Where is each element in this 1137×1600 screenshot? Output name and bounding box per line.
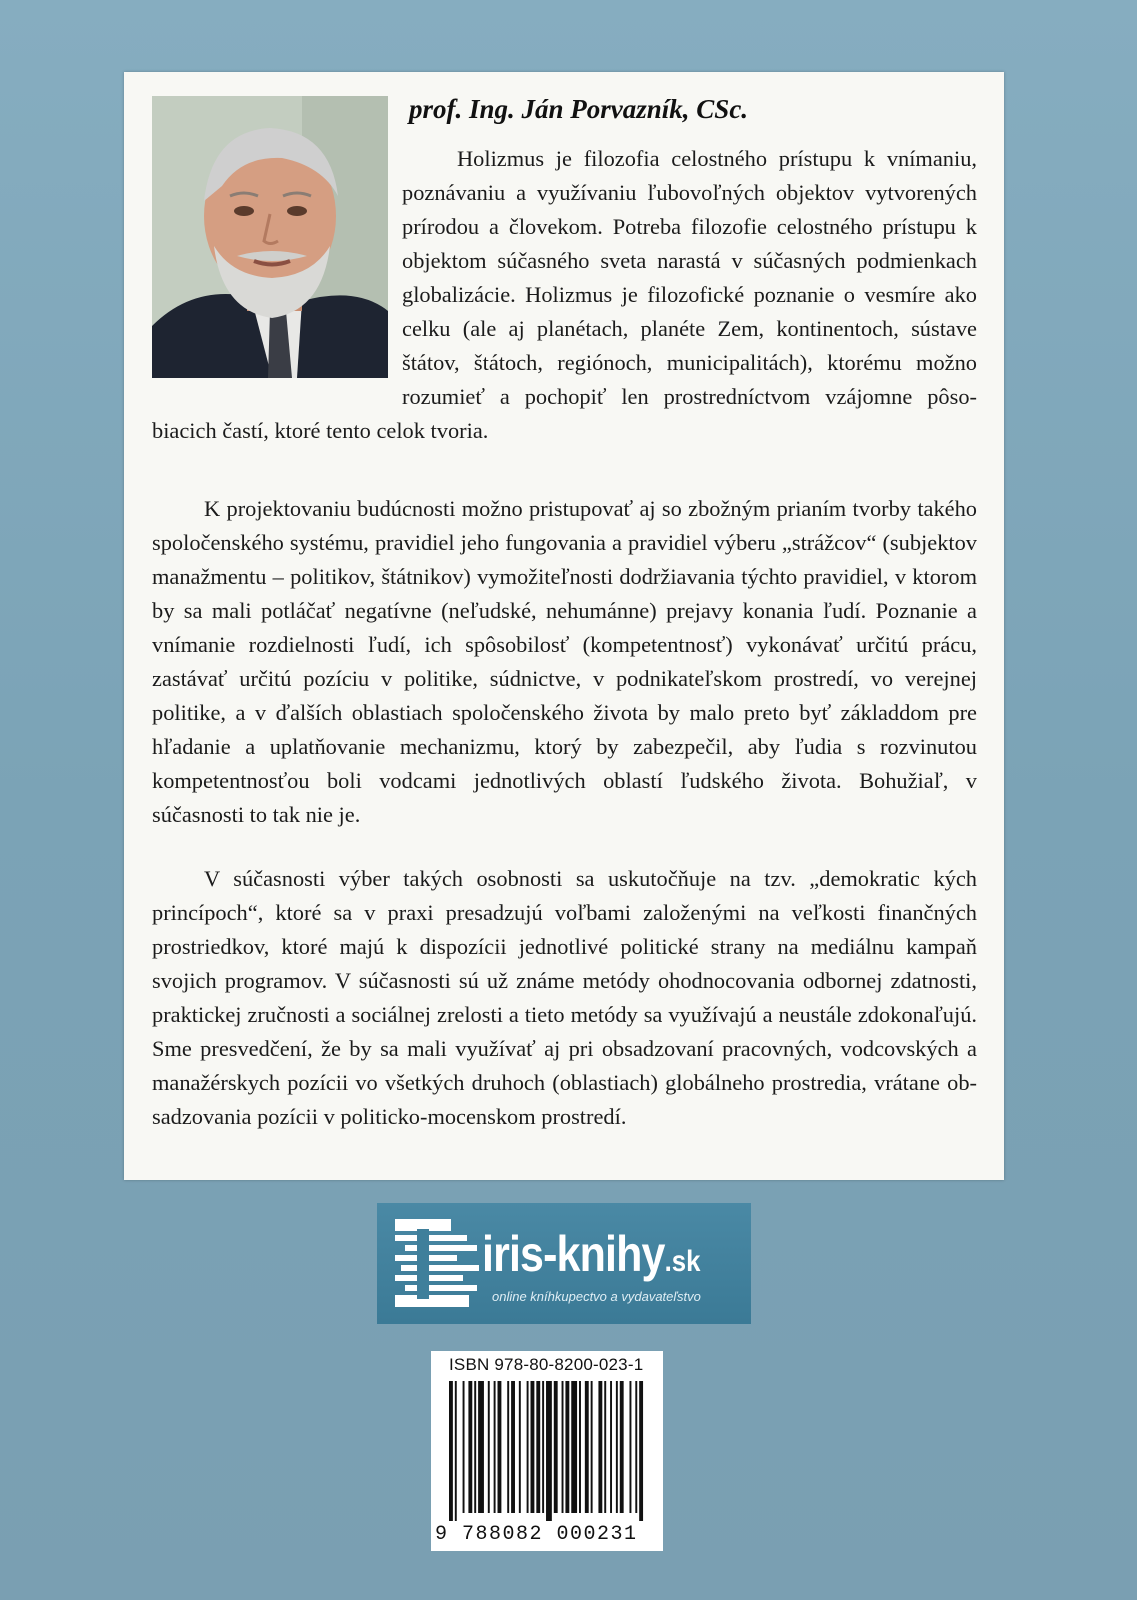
barcode-bar bbox=[527, 1381, 529, 1513]
barcode-bar bbox=[494, 1381, 496, 1513]
barcode-bar bbox=[579, 1381, 581, 1513]
barcode-bar bbox=[616, 1381, 618, 1513]
barcode-bar bbox=[610, 1381, 612, 1513]
barcode-bar bbox=[478, 1381, 484, 1513]
author-name: prof. Ing. Ján Porvazník, CSc. bbox=[409, 94, 749, 124]
barcode-bar bbox=[455, 1381, 457, 1521]
paragraph-1 bbox=[152, 142, 977, 448]
barcode-bar bbox=[554, 1381, 558, 1513]
barcode-bar bbox=[585, 1381, 589, 1513]
barcode-bar bbox=[565, 1381, 569, 1513]
barcode-bar bbox=[519, 1381, 521, 1513]
paragraph-2: K projektovaniu budúcnosti možno pristupovať aj so zbožným prianím tvorby takého spoločenského systému, pravidiel jeho fungovania a pravidiel výberu „strážcov“ (subjektov manažmentu – politikov, štátnikov) vymožiteľnosti dodržiavania týchto pravidiel, v ktorom by sa mali potláčať negatívne (neľudské, nehumánne) prejavy konania ľudí. Poznanie a vnímanie rozdielnosti ľudí, ich spôsobilosť (kompetentnosť) vykonávať určitú prácu, zastávať určitú pozíciu v politike, súdnictve, v podnikateľskom prostredí, vo verejnej politike, a v ďalších oblastiach spoločenského života by malo preto byť základdom pre hľadanie a uplatňovanie mechanizmu, ktorý by zabezpečil, aby ľudia s rozvinutou kompetentnosťou boli vodcami jednotlivých oblastí ľudského života. Bohužiaľ, v súčasnosti to tak nie je. bbox=[152, 496, 977, 827]
paragraph-3: V súčasnosti výber takých osobnosti sa uskutočňuje na tzv. „demokratic kých princípoch“, ktoré sa v praxi presadzujú voľbami založenými na veľkosti finančných prostriedkov, ktoré majú k dispozícii jednotlivé politické strany na mediálnu kampaň svojich programov. V súčasnosti sú už známe metódy ohodnocovania odbornej zdatnosti, praktickej zručnosti a sociálnej zrelosti a tieto metódy sa využívajú a neustále zdokonaľujú. Sme presvedčení, že by sa mali využívať aj pri obsadzovaní pracovných, vodcovských a manažérskych pozícii vo všetkých druhoch (oblastiach) globálneho prostredia, vrátane obsadzovania pozícii v politicko-mocenskom prostredí. bbox=[152, 866, 977, 1129]
publisher-name: iris-knihy.sk bbox=[482, 1226, 701, 1282]
isbn-digits: 9 788082 000231 bbox=[435, 1523, 638, 1546]
paragraph-1-text: Holizmus je filozofia celostného prístupu k vnímaniu, poznávaniu a využívaniu ľubovoľných objektov vytvorených prírodou a človekom. Potreba filozofie celostného prístupu k objektom súčasného sveta narastá v súčasných podmienkach globalizácie. Holizmus je filozofické poznanie o vesmíre ako celku (ale aj planétach, planéte Zem, kontinentoch, sústave štátov, štátoch, regiónoch, municipalitách), ktorému možno rozumieť a pochopiť len prostredníctvom vzájomne pôsobiacich častí, ktoré tento celok tvoria. bbox=[152, 146, 977, 443]
barcode-bar bbox=[468, 1381, 472, 1513]
book-stack-icon bbox=[391, 1215, 483, 1311]
barcode-bar bbox=[542, 1381, 544, 1513]
barcode-bar bbox=[488, 1381, 490, 1513]
barcode-bar bbox=[604, 1381, 606, 1513]
isbn-label: ISBN 978-80-8200-023-1 bbox=[449, 1355, 644, 1374]
barcode-bar bbox=[639, 1381, 643, 1521]
barcode-bar bbox=[531, 1381, 535, 1513]
barcode-bar bbox=[629, 1381, 631, 1513]
barcode-bar bbox=[474, 1381, 476, 1513]
barcode-bar bbox=[546, 1381, 552, 1521]
barcode-bar bbox=[463, 1381, 465, 1513]
barcode-bar bbox=[449, 1381, 453, 1521]
barcode-bar bbox=[536, 1381, 540, 1513]
barcode-bar bbox=[620, 1381, 624, 1513]
barcode-bar bbox=[507, 1381, 509, 1513]
isbn-barcode bbox=[431, 1351, 663, 1551]
barcode-bar bbox=[571, 1381, 577, 1513]
barcode-bar bbox=[562, 1381, 564, 1513]
barcode-bar bbox=[635, 1381, 637, 1513]
text-panel bbox=[124, 72, 1004, 1180]
barcode-bar bbox=[511, 1381, 515, 1513]
barcode-bar bbox=[598, 1381, 602, 1513]
publisher-logo bbox=[377, 1203, 751, 1324]
barcode-bar bbox=[498, 1381, 502, 1513]
barcode-bars bbox=[449, 1381, 645, 1521]
publisher-tagline: online kníhkupectvo a vydavateľstvo bbox=[492, 1289, 701, 1304]
barcode-bar bbox=[591, 1381, 593, 1513]
